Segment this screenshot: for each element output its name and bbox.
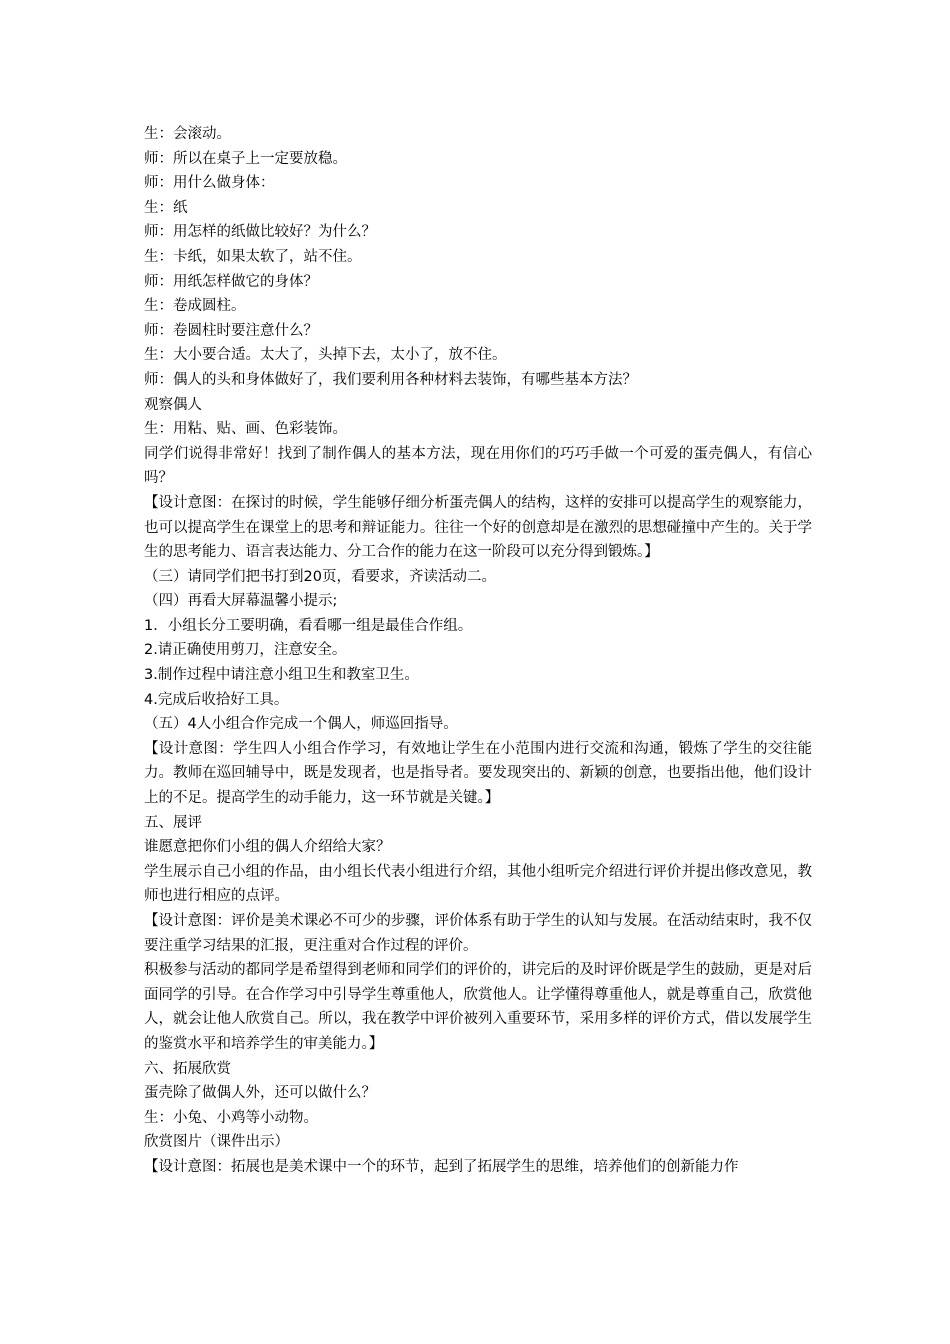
design-intent-paragraph: 【设计意图：学生四人小组合作学习，有效地让学生在小范围内进行交流和沟通，锻炼了学生的交往能力。教师在巡回辅导中，既是发现者，也是指导者。要发现突出的、新颖的创意，也要指出他，他们设计上的不足。提高学生的动手能力，这一环节就是关键。】 xyxy=(144,740,812,807)
paragraph: 积极参与活动的都同学是希望得到老师和同学们的评价的，讲完后的及时评价既是学生的鼓励，更是对后面同学的引导。在合作学习中引导学生尊重他人，欣赏他人。让学懂得尊重他人，就是尊重自己，欣赏他人，就会让他人欣赏自己。所以，我在教学中评价被列入重要环节，采用多样的评价方式，借以发展学生的鉴赏水平和培养学生的审美能力。】 xyxy=(144,962,812,1052)
design-intent-paragraph: 【设计意图：在探讨的时候，学生能够仔细分析蛋壳偶人的结构，这样的安排可以提高学生的观察能力，也可以提高学生在课堂上的思考和辩证能力。往往一个好的创意却是在激烈的思想碰撞中产生的。关于学生的思考能力、语言表达能力、分工合作的能力在这一阶段可以充分得到锻炼。】 xyxy=(144,494,812,561)
section-question: 蛋壳除了做偶人外，还可以做什么？ xyxy=(144,1085,376,1102)
dialogue-line: 生：大小要合适。太大了，头掉下去，太小了，放不住。 xyxy=(144,347,507,364)
section-heading: 五、展评 xyxy=(144,814,202,831)
dialogue-line: 师：卷圆柱时要注意什么？ xyxy=(144,322,318,339)
dialogue-line: 观察偶人 xyxy=(144,396,202,413)
paragraph: 同学们说得非常好！找到了制作偶人的基本方法，现在用你们的巧巧手做一个可爱的蛋壳偶人，有信心吗？ xyxy=(144,445,812,487)
step-line: （五）4人小组合作完成一个偶人，师巡回指导。 xyxy=(144,716,458,733)
dialogue-line: 师：用纸怎样做它的身体？ xyxy=(144,273,318,290)
dialogue-line: 生：小兔、小鸡等小动物。 xyxy=(144,1109,318,1126)
section-question: 谁愿意把你们小组的偶人介绍给大家？ xyxy=(144,839,391,856)
step-line: （四）再看大屏幕温馨小提示; xyxy=(144,593,338,610)
dialogue-line: 生：卷成圆柱。 xyxy=(144,298,246,315)
paragraph: 欣赏图片（课件出示） xyxy=(144,1134,289,1151)
dialogue-line: 师：用什么做身体： xyxy=(144,175,275,192)
dialogue-line: 生：用粘、贴、画、色彩装饰。 xyxy=(144,421,347,438)
step-line: 3.制作过程中请注意小组卫生和教室卫生。 xyxy=(144,667,419,684)
dialogue-line: 生：卡纸，如果太软了，站不住。 xyxy=(144,248,362,265)
step-line: 4.完成后收拾好工具。 xyxy=(144,691,289,708)
design-intent-paragraph: 【设计意图：评价是美术课必不可少的步骤，评价体系有助于学生的认知与发展。在活动结束时，我不仅要注重学习结果的汇报，更注重对合作过程的评价。 xyxy=(144,913,812,954)
dialogue-line: 师：偶人的头和身体做好了，我们要利用各种材料去装饰，有哪些基本方法？ xyxy=(144,371,637,388)
section-heading: 六、拓展欣赏 xyxy=(144,1060,231,1077)
dialogue-line: 师：用怎样的纸做比较好？为什么？ xyxy=(144,224,376,241)
design-intent-paragraph: 【设计意图：拓展也是美术课中一个的环节，起到了拓展学生的思维，培养他们的创新能力作 xyxy=(144,1158,739,1175)
dialogue-line: 师：所以在桌子上一定要放稳。 xyxy=(144,150,347,167)
step-line: （三）请同学们把书打到20页，看要求，齐读活动二。 xyxy=(144,568,496,585)
document-body xyxy=(144,122,812,1180)
paragraph: 学生展示自己小组的作品，由小组长代表小组进行介绍，其他小组听完介绍进行评价并提出修改意见，教师也进行相应的点评。 xyxy=(144,863,812,905)
step-line: 2.请正确使用剪刀，注意安全。 xyxy=(144,642,347,659)
step-line: 1．小组长分工要明确，看看哪一组是最佳合作组。 xyxy=(144,617,473,634)
dialogue-line: 生：会滚动。 xyxy=(144,126,231,142)
dialogue-line: 生：纸 xyxy=(144,199,188,216)
